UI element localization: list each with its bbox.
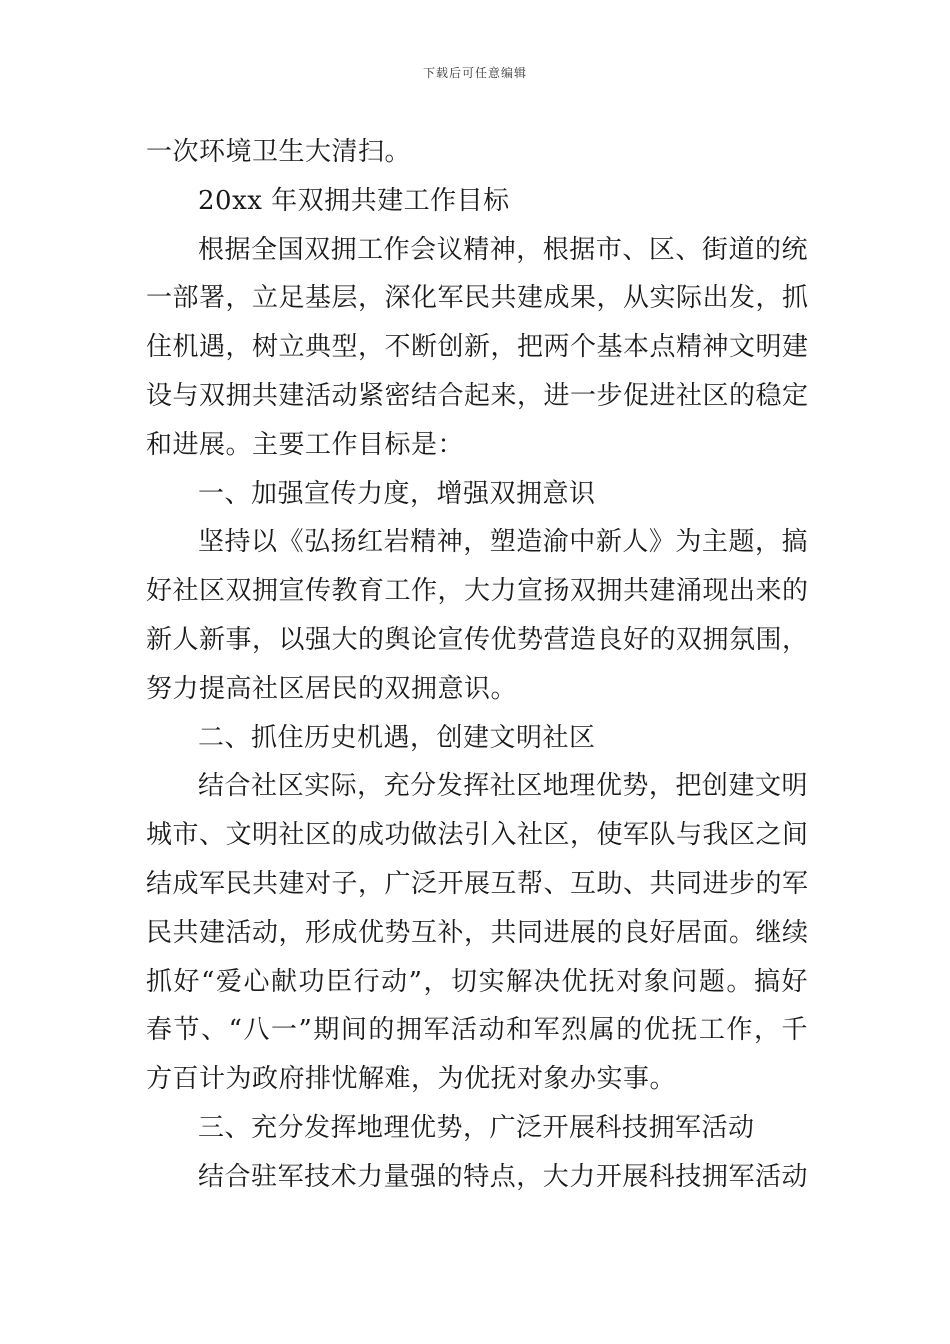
text-line: 努力提高社区居民的双拥意识。 [146,673,518,704]
text-line: 一次环境卫生大清扫。 [146,137,412,167]
text-line: 结合社区实际，充分发挥社区地理优势，把创建文明 [198,771,808,802]
text-line: 坚持以《弘扬红岩精神，塑造渝中新人》为主题，搞 [198,527,808,558]
text-line: 一、加强宣传力度，增强双拥意识 [198,478,596,509]
text-line: 春节、“八一”期间的拥军活动和军烈属的优抚工作，千 [146,1015,808,1046]
text-line: 一部署，立足基层，深化军民共建成果，从实际出发，抓 [146,283,809,314]
text-line: 方百计为政府排忧解难，为优抚对象办实事。 [146,1064,677,1095]
text-line: 好社区双拥宣传教育工作，大力宣扬双拥共建涌现出来的 [146,576,809,607]
document-body [146,128,808,1202]
text-line: 和进展。主要工作目标是： [146,429,465,460]
text-line: 城市、文明社区的成功做法引入社区，使军队与我区之间 [146,820,809,851]
text-line: 根据全国双拥工作会议精神，根据市、区、街道的统 [198,234,808,265]
text-line: 二、抓住历史机遇，创建文明社区 [198,722,596,753]
page-header: 下载后可任意编辑 [422,66,527,80]
text-line: 三、充分发挥地理优势，广泛开展科技拥军活动 [198,1112,755,1143]
text-line: 设与双拥共建活动紧密结合起来，进一步促进社区的稳定 [146,380,809,411]
text-line: 新人新事，以强大的舆论宣传优势营造良好的双拥氛围， [146,624,809,655]
text-line: 结合驻军技术力量强的特点，大力开展科技拥军活动 [198,1161,808,1192]
text-line: 住机遇，树立典型，不断创新，把两个基本点精神文明建 [146,332,809,363]
text-line: 民共建活动，形成优势互补，共同进展的良好居面。继续 [146,917,809,948]
text-line: 20xx 年双拥共建工作目标 [198,185,510,216]
text-line: 结成军民共建对子，广泛开展互帮、互助、共同进步的军 [146,868,809,899]
text-line: 抓好“爱心献功臣行动”，切实解决优抚对象问题。搞好 [146,966,808,997]
